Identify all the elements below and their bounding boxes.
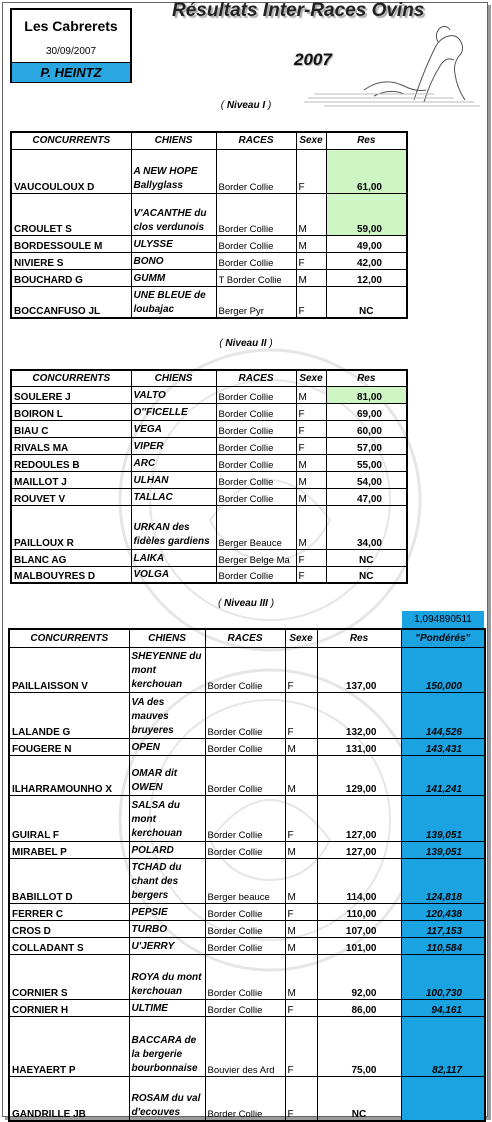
table-row: [11, 420, 407, 437]
competitor-name: MAILLOT J: [11, 471, 131, 488]
result: 129,00: [317, 755, 401, 795]
competitor-name: RIVALS MA: [11, 437, 131, 454]
result: 49,00: [326, 235, 407, 252]
result: 137,00: [317, 647, 401, 692]
dog-name: GUMM: [131, 269, 216, 286]
result: 75,00: [317, 1016, 401, 1076]
breed: Border Collie: [216, 193, 296, 235]
result: 101,00: [317, 937, 401, 954]
result: 12,00: [326, 269, 407, 286]
dog-name: ARC: [131, 454, 216, 471]
sheep-dog-logo-icon: [304, 20, 484, 108]
table-header-row: [9, 629, 485, 647]
competitor-name: MIRABEL P: [9, 841, 129, 858]
sex: M: [296, 471, 326, 488]
sex: F: [296, 252, 326, 269]
breed: Border Collie: [205, 999, 285, 1016]
competitor-name: BABILLOT D: [9, 858, 129, 903]
competitor-name: CORNIER S: [9, 954, 129, 999]
competitor-name: BLANC AG: [11, 549, 131, 566]
dog-name: U'JERRY: [129, 937, 205, 954]
col-races: RACES: [216, 370, 296, 386]
result: 54,00: [326, 471, 407, 488]
table-row: [11, 403, 407, 420]
result: 110,00: [317, 903, 401, 920]
breed: Border Collie: [216, 252, 296, 269]
dog-name: UNE BLEUE de loubajac: [131, 286, 216, 318]
dog-name: PEPSIE: [129, 903, 205, 920]
col-sexe: Sexe: [296, 132, 326, 149]
sex: M: [285, 738, 317, 755]
breed: Border Collie: [205, 1076, 285, 1121]
sex: F: [285, 903, 317, 920]
result: 92,00: [317, 954, 401, 999]
table-row: [9, 1016, 485, 1076]
table-row: [9, 841, 485, 858]
dog-name: URKAN des fidèles gardiens: [131, 505, 216, 549]
breed: Border Collie: [216, 488, 296, 505]
table-row: [11, 252, 407, 269]
table-row: [9, 738, 485, 755]
competitor-name: PAILLOUX R: [11, 505, 131, 549]
breed: Border Collie: [205, 755, 285, 795]
breed: Border Collie: [216, 437, 296, 454]
competitor-name: BORDESSOULE M: [11, 235, 131, 252]
judge-label: P. HEINTZ: [12, 62, 130, 82]
dog-name: SHEYENNE du mont kerchouan: [129, 647, 205, 692]
table-row: [11, 471, 407, 488]
result: 55,00: [326, 454, 407, 471]
weighted-result: 120,438: [401, 903, 485, 920]
sex: M: [285, 841, 317, 858]
result: 59,00: [326, 193, 407, 235]
table-header-row: [11, 370, 407, 386]
competitor-name: REDOULES B: [11, 454, 131, 471]
sex: F: [285, 692, 317, 738]
breed: Bouvier des Ard: [205, 1016, 285, 1076]
level-1-label: Niveau I: [226, 100, 266, 111]
result: 114,00: [317, 858, 401, 903]
level-2-label: Niveau II: [225, 338, 267, 349]
col-chiens: CHIENS: [131, 132, 216, 149]
col-ponderes: "Pondérés": [401, 629, 485, 647]
competitor-name: COLLADANT S: [9, 937, 129, 954]
weighted-result: 82,117: [401, 1016, 485, 1076]
weighted-result: 150,000: [401, 647, 485, 692]
result: 60,00: [326, 420, 407, 437]
result: 127,00: [317, 841, 401, 858]
dog-name: ULHAN: [131, 471, 216, 488]
breed: Border Collie: [216, 420, 296, 437]
header-box: [10, 8, 132, 83]
competitor-name: BOIRON L: [11, 403, 131, 420]
coefficient-value: 1,094890511: [402, 611, 484, 628]
result: 61,00: [326, 149, 407, 193]
result: 57,00: [326, 437, 407, 454]
dog-name: VIPER: [131, 437, 216, 454]
result: 47,00: [326, 488, 407, 505]
competitor-name: BOCCANFUSO JL: [11, 286, 131, 318]
sex: F: [296, 566, 326, 583]
table-row: [9, 1076, 485, 1121]
breed: T Border Collie: [216, 269, 296, 286]
competitor-name: PAILLAISSON V: [9, 647, 129, 692]
level-2-heading: ( Niveau II ): [219, 338, 273, 349]
dog-name: SALSA du mont kerchouan: [129, 795, 205, 841]
weighted-result: [401, 1076, 485, 1121]
sex: F: [285, 647, 317, 692]
sex: M: [285, 920, 317, 937]
competitor-name: FOUGERE N: [9, 738, 129, 755]
breed: Border Collie: [205, 920, 285, 937]
dog-name: TALLAC: [131, 488, 216, 505]
sex: M: [285, 937, 317, 954]
sex: M: [296, 269, 326, 286]
col-res: Res: [326, 132, 407, 149]
level-1-heading: ( Niveau I ): [220, 100, 272, 111]
table-row: [11, 488, 407, 505]
dog-name: A NEW HOPE Ballyglass: [131, 149, 216, 193]
breed: Border Collie: [216, 235, 296, 252]
breed: Border Collie: [216, 471, 296, 488]
col-sexe: Sexe: [285, 629, 317, 647]
breed: Border Collie: [205, 937, 285, 954]
sex: M: [296, 386, 326, 403]
level-3-label: Niveau III: [224, 598, 268, 609]
competitor-name: BOUCHARD G: [11, 269, 131, 286]
result: NC: [326, 549, 407, 566]
table-row: [11, 235, 407, 252]
competitor-name: LALANDE G: [9, 692, 129, 738]
table-row: [11, 505, 407, 549]
competitor-name: ILHARRAMOUNHO X: [9, 755, 129, 795]
table-row: [9, 795, 485, 841]
table-row: [9, 647, 485, 692]
dog-name: ULYSSE: [131, 235, 216, 252]
col-chiens: CHIENS: [131, 370, 216, 386]
breed: Border Collie: [216, 454, 296, 471]
sex: M: [296, 193, 326, 235]
table-row: [11, 286, 407, 318]
col-races: RACES: [205, 629, 285, 647]
result: 86,00: [317, 999, 401, 1016]
sex: M: [296, 488, 326, 505]
table-header-row: [11, 132, 407, 149]
result: NC: [317, 1076, 401, 1121]
table-row: [11, 454, 407, 471]
competitor-name: CROS D: [9, 920, 129, 937]
dog-name: BACCARA de la bergerie bourbonnaise: [129, 1016, 205, 1076]
table-row: [11, 269, 407, 286]
result: 81,00: [326, 386, 407, 403]
dog-name: LAIKA: [131, 549, 216, 566]
sex: F: [285, 999, 317, 1016]
breed: Border Collie: [205, 954, 285, 999]
sex: M: [296, 505, 326, 549]
table-row: [11, 386, 407, 403]
sex: F: [285, 1076, 317, 1121]
dog-name: VOLGA: [131, 566, 216, 583]
breed: Border Collie: [216, 386, 296, 403]
weighted-result: 117,153: [401, 920, 485, 937]
table-row: [11, 549, 407, 566]
sex: M: [285, 858, 317, 903]
sex: F: [296, 549, 326, 566]
sex: F: [296, 149, 326, 193]
breed: Berger Pyr: [216, 286, 296, 318]
weighted-result: 124,818: [401, 858, 485, 903]
dog-name: ULTIME: [129, 999, 205, 1016]
col-res: Res: [326, 370, 407, 386]
level-3-table: [8, 628, 486, 1122]
table-row: [9, 920, 485, 937]
table-row: [11, 193, 407, 235]
col-sexe: Sexe: [296, 370, 326, 386]
table-row: [9, 903, 485, 920]
weighted-result: 143,431: [401, 738, 485, 755]
result: 107,00: [317, 920, 401, 937]
competitor-name: SOULERE J: [11, 386, 131, 403]
competitor-name: CROULET S: [11, 193, 131, 235]
dog-name: VA des mauves bruyeres: [129, 692, 205, 738]
competitor-name: VAUCOULOUX D: [11, 149, 131, 193]
year-label: 2007: [294, 50, 332, 69]
weighted-result: 100,730: [401, 954, 485, 999]
breed: Berger Belge Ma: [216, 549, 296, 566]
result: 69,00: [326, 403, 407, 420]
breed: Berger beauce: [205, 858, 285, 903]
location-label: Les Cabrerets: [24, 18, 118, 34]
breed: Border Collie: [205, 841, 285, 858]
dog-name: VEGA: [131, 420, 216, 437]
table-row: [9, 954, 485, 999]
page-title: Résultats Inter-Races Ovins: [172, 0, 425, 21]
breed: Border Collie: [205, 647, 285, 692]
table-row: [11, 149, 407, 193]
col-concurrents: CONCURRENTS: [11, 370, 131, 386]
breed: Border Collie: [205, 903, 285, 920]
competitor-name: HAEYAERT P: [9, 1016, 129, 1076]
dog-name: V'ACANTHE du clos verdunois: [131, 193, 216, 235]
dog-name: BONO: [131, 252, 216, 269]
col-res: Res: [317, 629, 401, 647]
table-row: [9, 755, 485, 795]
competitor-name: BIAU C: [11, 420, 131, 437]
breed: Border Collie: [216, 403, 296, 420]
result: NC: [326, 566, 407, 583]
competitor-name: CORNIER H: [9, 999, 129, 1016]
weighted-result: 139,051: [401, 795, 485, 841]
weighted-result: 110,584: [401, 937, 485, 954]
sex: M: [296, 454, 326, 471]
sex: M: [285, 954, 317, 999]
table-row: [9, 858, 485, 903]
weighted-result: 94,161: [401, 999, 485, 1016]
competitor-name: MALBOUYRES D: [11, 566, 131, 583]
col-concurrents: CONCURRENTS: [11, 132, 131, 149]
breed: Border Collie: [216, 149, 296, 193]
dog-name: ROYA du mont kerchouan: [129, 954, 205, 999]
dog-name: O''FICELLE: [131, 403, 216, 420]
sex: F: [285, 795, 317, 841]
competitor-name: GUIRAL F: [9, 795, 129, 841]
dog-name: TURBO: [129, 920, 205, 937]
table-row: [9, 999, 485, 1016]
result: 131,00: [317, 738, 401, 755]
date-label: 30/09/2007: [45, 46, 97, 57]
table-row: [9, 937, 485, 954]
dog-name: OMAR dit OWEN: [129, 755, 205, 795]
result: 132,00: [317, 692, 401, 738]
competitor-name: GANDRILLE JB: [9, 1076, 129, 1121]
col-concurrents: CONCURRENTS: [9, 629, 129, 647]
result: 127,00: [317, 795, 401, 841]
result: 42,00: [326, 252, 407, 269]
weighted-result: 139,051: [401, 841, 485, 858]
table-row: [9, 692, 485, 738]
level-3-heading: ( Niveau III ): [217, 598, 275, 609]
table-row: [11, 566, 407, 583]
competitor-name: NIVIERE S: [11, 252, 131, 269]
result: 34,00: [326, 505, 407, 549]
sex: F: [296, 420, 326, 437]
sex: F: [285, 1016, 317, 1076]
dog-name: OPEN: [129, 738, 205, 755]
dog-name: ROSAM du val d'ecouves: [129, 1076, 205, 1121]
sex: F: [296, 403, 326, 420]
weighted-result: 141,241: [401, 755, 485, 795]
result: NC: [326, 286, 407, 318]
dog-name: TCHAD du chant des bergers: [129, 858, 205, 903]
level-2-table: [10, 369, 408, 584]
breed: Border Collie: [205, 795, 285, 841]
breed: Border Collie: [205, 692, 285, 738]
sex: F: [296, 286, 326, 318]
breed: Border Collie: [216, 566, 296, 583]
level-1-table: [10, 131, 408, 319]
sex: M: [296, 235, 326, 252]
col-races: RACES: [216, 132, 296, 149]
competitor-name: FERRER C: [9, 903, 129, 920]
table-row: [11, 437, 407, 454]
dog-name: VALTO: [131, 386, 216, 403]
weighted-result: 144,526: [401, 692, 485, 738]
dog-name: POLARD: [129, 841, 205, 858]
breed: Border Collie: [205, 738, 285, 755]
col-chiens: CHIENS: [129, 629, 205, 647]
breed: Berger Beauce: [216, 505, 296, 549]
sex: M: [285, 755, 317, 795]
competitor-name: ROUVET V: [11, 488, 131, 505]
sex: F: [296, 437, 326, 454]
